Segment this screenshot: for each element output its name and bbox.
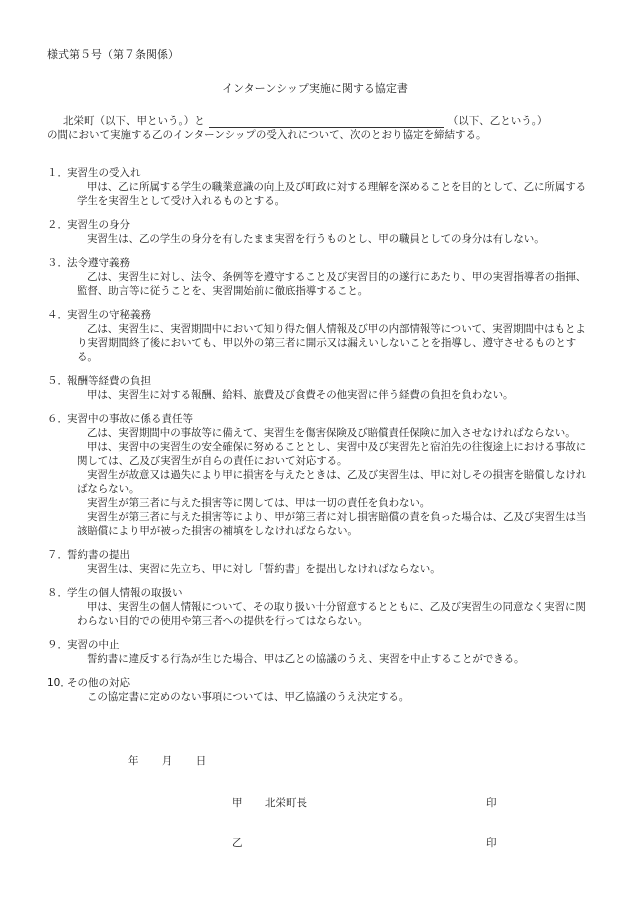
article-paragraph: 実習生は、実習に先立ち、甲に対し「誓約書」を提出しなければならない。 — [87, 563, 441, 575]
article-2 — [47, 218, 587, 246]
articles-list — [47, 166, 587, 714]
article-title: 実習生の受入れ — [67, 167, 141, 179]
document-title: インターンシップ実施に関する協定書 — [222, 82, 408, 95]
article-number: １． — [47, 167, 68, 179]
signature-party-ko: 甲 — [232, 797, 243, 809]
article-heading — [47, 412, 587, 426]
article-paragraph: 甲は、実習生に対する報酬、給料、旅費及び食費その他実習に伴う経費の負担を負わない。 — [87, 389, 514, 401]
article-paragraph: 実習生が第三者に与えた損害等に関しては、甲は一切の責任を負わない。 — [87, 497, 431, 509]
date-line — [128, 754, 226, 768]
article-title: 誓約書の提出 — [67, 549, 130, 561]
article-title: 報酬等経費の負担 — [67, 375, 151, 387]
article-title: 学生の個人情報の取扱い — [67, 587, 183, 599]
article-paragraph: 乙は、実習生に、実習期間中において知り得た個人情報及び甲の内部情報等について、実習期間中はもとより実習期間終了後においても、甲以外の第三者に開示又は漏えいしないことを指導し、遵守させるものとする。 — [77, 323, 586, 363]
article-5 — [47, 374, 587, 402]
seal-mark-ko: 印 — [486, 797, 497, 809]
article-title: 実習の中止 — [67, 639, 120, 651]
form-number: 様式第５号（第７条関係） — [47, 48, 179, 61]
article-number: ２． — [47, 219, 68, 231]
article-number: ７． — [47, 549, 68, 561]
intro-line1 — [47, 114, 587, 128]
article-7 — [47, 548, 587, 576]
article-paragraph: 実習生は、乙の学生の身分を有したまま実習を行うものとし、甲の職員としての身分は有しない。 — [87, 233, 545, 245]
party-b-blank-field[interactable] — [209, 114, 444, 128]
date-year-label: 年 — [128, 755, 139, 767]
article-paragraph: 実習生が故意又は過失により甲に損害を与えたときは、乙及び実習生は、甲に対しその損害を賠償しなければならない。 — [77, 469, 587, 495]
article-9 — [47, 638, 587, 666]
article-paragraph: 甲は、乙に所属する学生の職業意識の向上及び町政に対する理解を深めることを目的として、乙に所属する学生を実習生として受け入れるものとする。 — [77, 181, 586, 207]
article-1 — [47, 166, 587, 208]
article-paragraph: 甲は、実習中の実習生の安全確保に努めることとし、実習中及び実習先と宿泊先の往復途上における事故に関しては、乙及び実習生が自らの責任において対応する。 — [77, 441, 587, 467]
signature-row-otsu — [0, 836, 630, 850]
signature-name-ko: 北栄町長 — [265, 797, 307, 809]
article-heading — [47, 586, 587, 600]
date-month-label: 月 — [161, 755, 173, 767]
article-heading — [47, 166, 587, 180]
article-title: 実習生の守秘義務 — [67, 309, 151, 321]
article-number: ５． — [47, 375, 68, 387]
signature-party-otsu: 乙 — [232, 837, 243, 849]
article-3 — [47, 256, 587, 298]
article-10 — [47, 676, 587, 704]
article-title: 法令遵守義務 — [67, 257, 130, 269]
party-b-phrase: （以下、乙という。） — [447, 115, 548, 127]
article-6 — [47, 412, 587, 538]
article-number: ４． — [47, 309, 68, 321]
article-title: 実習中の事故に係る責任等 — [67, 413, 193, 425]
article-paragraph: 乙は、実習生に対し、法令、条例等を遵守すること及び実習目的の遂行にあたり、甲の実習指導者の指揮、監督、助言等に従うことを、実習開始前に徹底指導すること。 — [77, 271, 587, 297]
party-a-phrase: 北栄町（以下、甲という。）と — [63, 115, 205, 127]
article-number: ９． — [47, 639, 68, 651]
article-4 — [47, 308, 587, 364]
article-paragraph: この協定書に定めのない事項については、甲乙協議のうえ決定する。 — [87, 691, 410, 703]
seal-mark-otsu: 印 — [486, 837, 497, 849]
article-heading — [47, 308, 587, 322]
intro-line2: の間において実施する乙のインターンシップの受入れについて、次のとおり協定を締結する。 — [47, 129, 487, 141]
article-number: ６． — [47, 413, 68, 425]
intro — [47, 114, 587, 142]
article-paragraph: 甲は、実習生の個人情報について、その取り扱い十分留意するとともに、乙及び実習生の同意なく実習に関わらない目的での使用や第三者への提供を行ってはならない。 — [77, 601, 586, 627]
article-title: 実習生の身分 — [67, 219, 130, 231]
article-number: 10． — [47, 677, 71, 689]
date-day-label: 日 — [195, 755, 207, 767]
article-heading — [47, 676, 587, 690]
article-number: ８． — [47, 587, 68, 599]
article-heading — [47, 218, 587, 232]
article-paragraph: 実習生が第三者に与えた損害等により、甲が第三者に対し損害賠償の責を負った場合は、乙及び実習生は当該賠償により甲が被った損害の補填をしなければならない。 — [77, 511, 587, 537]
signature-row-ko — [0, 796, 630, 810]
article-heading — [47, 638, 587, 652]
article-paragraph: 誓約書に違反する行為が生じた場合、甲は乙との協議のうえ、実習を中止することができる。 — [87, 653, 525, 665]
article-heading — [47, 256, 587, 270]
article-number: ３． — [47, 257, 68, 269]
article-heading — [47, 548, 587, 562]
article-title: その他の対応 — [67, 677, 130, 689]
article-paragraph: 乙は、実習期間中の事故等に備えて、実習生を傷害保険及び賠償責任保険に加入させなければならない。 — [87, 427, 576, 439]
article-8 — [47, 586, 587, 628]
article-heading — [47, 374, 587, 388]
